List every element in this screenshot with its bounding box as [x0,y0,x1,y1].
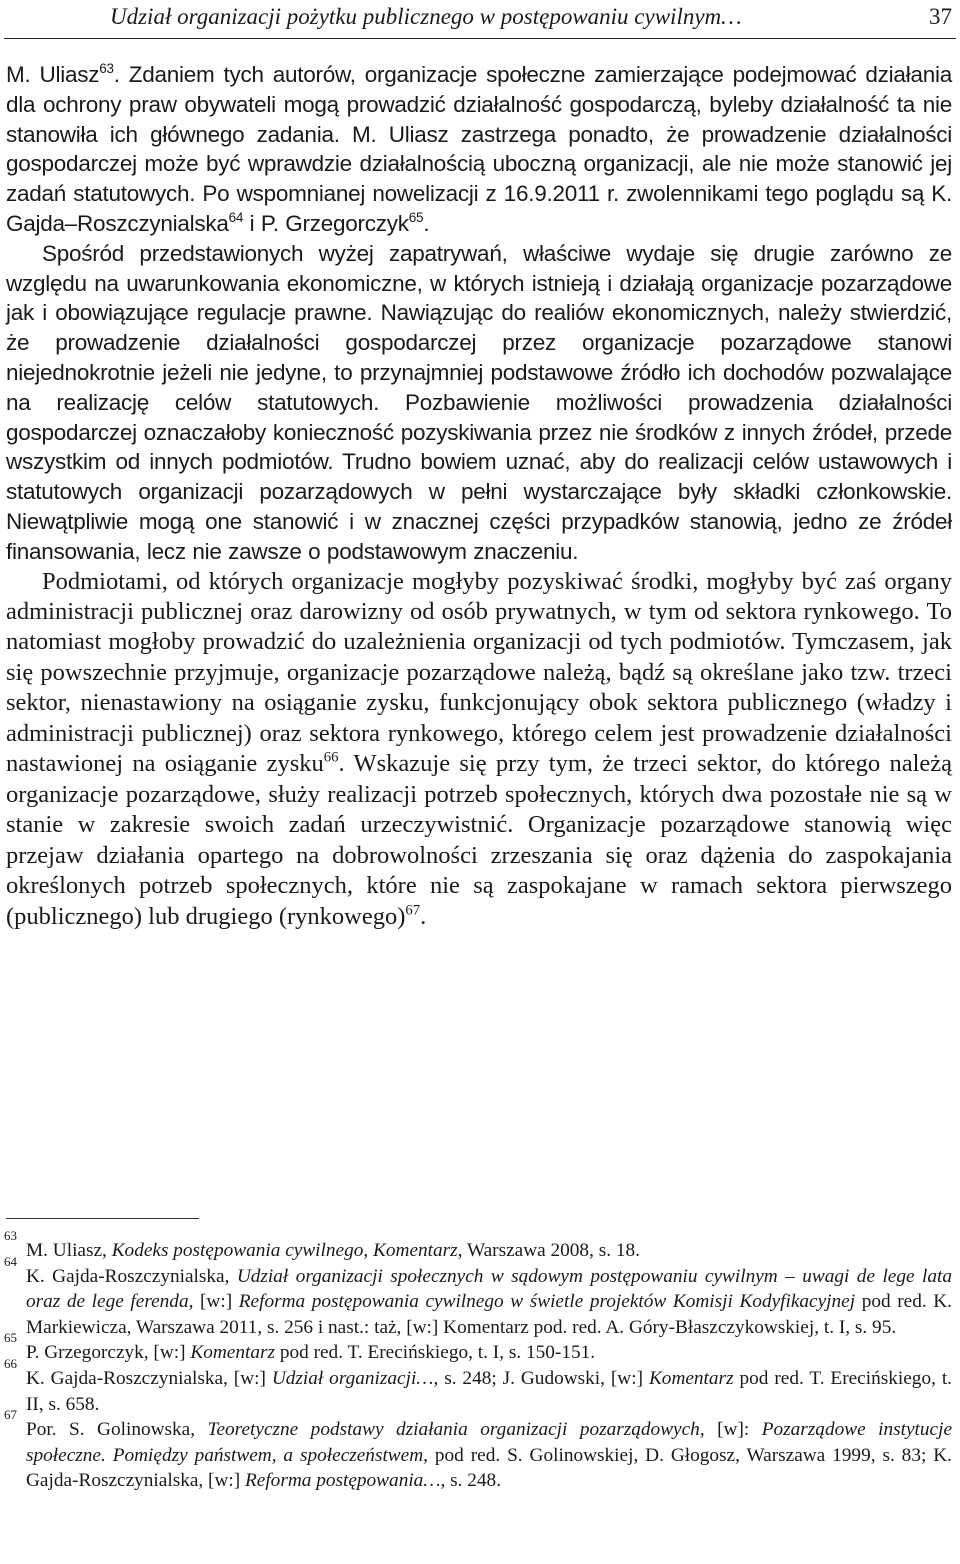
paragraph-3 [6,567,952,932]
footnote-title: Komentarz [190,1342,276,1364]
footnote-title: Reforma postępowania cywilnego w świetle projektów Komisji Kodyfikacyjnej [238,1291,856,1313]
paragraph-3-text-a: Podmiotami, od których organizacje mogłyby pozyskiwać środki, mogłyby być zaś organy administracji publicznej oraz darowizny od osób prywatnych, w tym od sektora rynkowego. To natomiast mogłoby prowadzić do uzależnienia organizacji od tych podmiotów. Tymczasem, jak się powszechnie przyjmuje, organizacje pozarządowe należą, bądź są określane jako tzw. trzeci sektor, nienastawiony na osiąganie zysku, funkcjonujący obok sektora publicznego (władzy i administracji publicznej) oraz sektora rynkowego, którego celem jest prowadzenie działalności nastawionej na osiąganie zysku [6,567,952,778]
running-header [0,0,960,42]
footnote-ref-63[interactable]: 63 [99,61,114,77]
footnote-title: Pozarządowe instytucje społeczne. Pomiędzy państwem, a społeczeństwem [26,1419,953,1466]
footnote-title: Teoretyczne podstawy działania organizacji pozarządowych [207,1419,700,1441]
footnote-65: 65 P. Grzegorczyk, [w:] Komentarz pod red. T. Erecińskiego, t. I, s. 150-151. [4,1330,596,1364]
footnote-66: 66 K. Gajda-Roszczynialska, [w:] Udział organizacji…, s. 248; J. Gudowski, [w:] Komentarz pod red. T. Erecińskiego, t. II, s. 658. [4,1355,952,1415]
paragraph-1-text-b: . Zdaniem tych autorów, organizacje społeczne zamierzające podejmować działania dla ochrony praw obywateli mogą prowadzić działalność gospodarczą, byleby działalność ta nie stanowiła ich głównego zadania. M. Uliasz zastrzega ponadto, że prowadzenie działalności gospodarczej może być wprawdzie działalnością uboczną organizacji, ale nie może stanowić jej zadań statutowych. Po wspomnianej nowelizacji z 16.9.2011 r. zwolennikami tego poglądu są K. Gajda–Roszczynialska [6,62,952,236]
footnote-text: pod red. T. Erecińskiego, t. II, s. 658. [26,1367,952,1415]
footnote-title: Kodeks postępowania cywilnego, Komentarz [111,1240,458,1261]
footnote-text: , Warszawa 2008, s. 18. [457,1240,640,1261]
paragraph-3-text-b: . Wskazuje się przy tym, że trzeci sektor, do którego należą organizacje pozarządowe, służy realizacji potrzeb społecznych, których dwa pozostałe nie są w stanie w zakresie swoich zadań urzeczywistnić. Organizacje pozarządowe stanowią więc przejaw działania opartego na dobrowolności zrzeszania się oraz dążenia do zaspokajania określonych potrzeb społecznych, które nie są zaspokajane w ramach sektora pierwszego (publicznego) lub drugiego (rynkowego) [6,750,952,930]
footnote-ref-65[interactable]: 65 [408,210,424,226]
footnote-text: , [w:] [188,1291,239,1313]
footnote-title: Udział organizacji… [271,1367,434,1389]
footnote-text: , s. 248; J. Gudowski, [w:] [433,1367,649,1389]
paragraph-1-text-a: M. Uliasz [6,62,100,87]
footnote-text: K. Gajda-Roszczynialska, [w:] [26,1367,272,1389]
paragraph-3-text-c: . [420,902,427,930]
footnotes [4,1228,953,1494]
paragraph-1 [6,60,952,239]
footnote-ref-67[interactable]: 67 [405,901,421,918]
footnote-text: , s. 248. [440,1470,502,1492]
footnote-text: , [w]: [699,1419,762,1441]
footnote-text: K. Gajda-Roszczynialska, [26,1265,237,1287]
paragraph-2: Spośród przedstawionych wyżej zapatrywań, właściwe wydaje się drugie zarówno ze względu na uwarunkowania ekonomiczne, w których istnieją i działają organizacje pozarządowe jak i obowiązujące regulacje prawne. Nawiązując do realiów ekonomicznych, należy stwierdzić, że prowadzenie działalności gospodarczej przez organizacje pozarządowe stanowi niejednokrotnie jeżeli nie jedyne, to przynajmniej podstawowe źródło ich dochodów pozwalające na realizację celów statutowych. Pozbawienie możliwości prowadzenia działalności gospodarczej oznaczałoby konieczność pozyskiwania przez nie środków z innych źródeł, przede wszystkim od innych podmiotów. Trudno bowiem uznać, aby do realizacji celów ustawowych i statutowych organizacji pozarządowych w pełni wystarczające były składki członkowskie. Niewątpliwie mogą one stanowić i w znacznej części przypadków stanowią, jedno ze źródeł finansowania, lecz nie zawsze o podstawowym znaczeniu. [6,240,952,564]
running-header-title: Udział organizacji pożytku publicznego w postępowaniu cywilnym… [110,4,742,29]
footnote-text: P. Grzegorczyk, [w:] [26,1342,191,1364]
paragraph-1-text-d: . [423,210,430,236]
footnote-ref-64[interactable]: 64 [228,210,244,226]
footnote-text: pod red. K. Markiewicza, Warszawa 2011, s. 256 i nast.: taż, [w:] Komentarz pod. red. A. Góry-Błaszczykowskiej, t. I, s. 95. [26,1291,952,1338]
footnote-text: Por. S. Golinowska, [26,1419,208,1441]
page-number: 37 [929,4,952,29]
header-rule [4,38,956,39]
footnote-text: , pod red. S. Golinowskiej, D. Głogosz, Warszawa 1999, s. 83; K. Gajda-Roszczynialska, [w:] [26,1444,952,1492]
footnote-title: Reforma postępowania… [244,1470,441,1492]
footnote-text: M. Uliasz, [26,1240,112,1261]
main-text [6,60,952,932]
footnote-63: 63 M. Uliasz, Kodeks postępowania cywilnego, Komentarz, Warszawa 2008, s. 18. [4,1228,640,1261]
footnote-title: Udział organizacji społecznych w sądowym postępowaniu cywilnym – uwagi de lege lata oraz de lege ferenda [26,1265,952,1313]
footnote-64: 64 K. Gajda-Roszczynialska, Udział organizacji społecznych w sądowym postępowaniu cywilnym – uwagi de lege lata oraz de lege ferenda, [w:] Reforma postępowania cywilnego w świetle projektów Komisji Kodyfikacyjnej pod red. K. Markiewicza, Warszawa 2011, s. 256 i nast.: taż, [w:] Komentarz pod. red. A. Góry-Błaszczykowskiej, t. I, s. 95. [4,1253,952,1338]
footnote-text: pod red. T. Erecińskiego, t. I, s. 150-151. [275,1342,596,1364]
footnote-ref-66[interactable]: 66 [323,749,339,766]
footnote-title: Komentarz [648,1367,734,1389]
footnote-separator [6,1218,199,1219]
paragraph-1-text-c: i P. Grzegorczyk [243,210,409,236]
footnote-67: 67 Por. S. Golinowska, Teoretyczne podstawy działania organizacji pozarządowych, [w]: Pozarządowe instytucje społeczne. Pomiędzy państwem, a społeczeństwem, pod red. S. Golinowskiej, D. Głogosz, Warszawa 1999, s. 83; K. Gajda-Roszczynialska, [w:] Reforma postępowania…, s. 248. [4,1407,953,1492]
